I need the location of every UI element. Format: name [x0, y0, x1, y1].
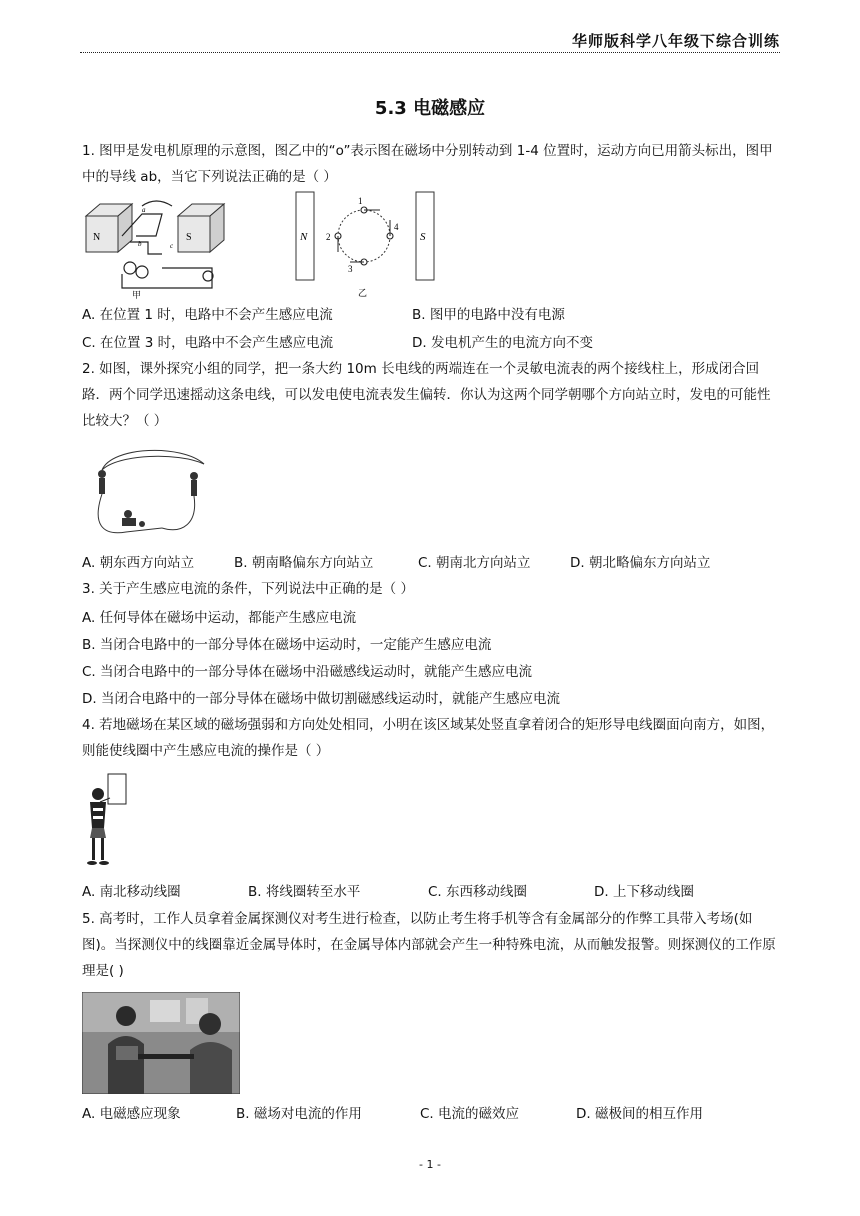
page-header-title: 华师版科学八年级下综合训练	[571, 32, 780, 50]
question-2-option-b[interactable]: B. 朝南略偏东方向站立	[234, 555, 374, 571]
rotation-positions-figure	[292, 190, 442, 302]
question-5-option-c[interactable]: C. 电流的磁效应	[420, 1106, 520, 1122]
question-3-option-d[interactable]: D. 当闭合电路中的一部分导体在磁场中做切割磁感线运动时，就能产生感应电流	[82, 691, 560, 707]
fig1b-pos-4: 4	[394, 222, 399, 232]
question-1-text: 1. 图甲是发电机原理的示意图，图乙中的“o”表示图在磁场中分别转动到 1-4 位置时，运动方向已用箭头标出，图甲中的导线 ab，当它下列说法正确的是（ ）	[82, 143, 773, 185]
question-1-option-d[interactable]: D. 发电机产生的电流方向不变	[412, 335, 593, 351]
fig1b-label-N: N	[300, 231, 308, 243]
question-3-text: 3. 关于产生感应电流的条件，下列说法中正确的是（ ）	[82, 581, 414, 597]
page-number: - 1 -	[419, 1158, 441, 1171]
metal-detector-photo-figure	[82, 992, 240, 1094]
question-3-option-a[interactable]: A. 任何导体在磁场中运动，都能产生感应电流	[82, 610, 357, 626]
fig1b-pos-2: 2	[326, 232, 331, 242]
fig1b-caption: 乙	[358, 289, 368, 299]
fig1a-label-N: N	[93, 232, 101, 243]
question-5-text: 5. 高考时，工作人员拿着金属探测仪对考生进行检查，以防止考生将手机等含有金属部分的作弊工具带入考场(如图)。当探测仪中的线圈靠近金属导体时，在金属导体内部就会产生一种特殊电流，从而触发报警。则探测仪的工作原理是( )	[82, 911, 776, 979]
fig1b-pos-3: 3	[348, 264, 353, 274]
question-3-option-b[interactable]: B. 当闭合电路中的一部分导体在磁场中运动时，一定能产生感应电流	[82, 637, 492, 653]
question-4-option-c[interactable]: C. 东西移动线圈	[428, 884, 528, 900]
question-5-option-d[interactable]: D. 磁极间的相互作用	[576, 1106, 703, 1122]
question-3-option-c[interactable]: C. 当闭合电路中的一部分导体在磁场中沿磁感线运动时，就能产生感应电流	[82, 664, 533, 680]
question-5-option-a[interactable]: A. 电磁感应现象	[82, 1106, 181, 1122]
header-divider	[80, 52, 780, 53]
fig1a-label-S: S	[186, 232, 192, 243]
fig1a-caption: 甲	[132, 291, 142, 300]
question-2-option-c[interactable]: C. 朝南北方向站立	[418, 555, 531, 571]
boy-holding-coil-figure	[82, 772, 132, 872]
fig1b-label-S: S	[420, 231, 426, 243]
fig1b-pos-1: 1	[358, 196, 363, 206]
question-1-option-a[interactable]: A. 在位置 1 时，电路中不会产生感应电流	[82, 307, 333, 323]
fig1a-label-c: c	[170, 242, 174, 250]
question-5-option-b[interactable]: B. 磁场对电流的作用	[236, 1106, 362, 1122]
page-title: 5.3 电磁感应	[374, 98, 486, 119]
generator-diagram-figure	[82, 192, 252, 300]
question-1-option-c[interactable]: C. 在位置 3 时，电路中不会产生感应电流	[82, 335, 334, 351]
question-4-option-b[interactable]: B. 将线圈转至水平	[248, 884, 361, 900]
question-4-option-d[interactable]: D. 上下移动线圈	[594, 884, 694, 900]
question-4-text: 4. 若地磁场在某区域的磁场强弱和方向处处相同，小明在该区域某处竖直拿着闭合的矩形导电线圈面向南方，如图，则能使线圈中产生感应电流的操作是（ ）	[82, 717, 775, 759]
fig1a-label-a: a	[142, 206, 146, 214]
skipping-rope-students-figure	[82, 444, 214, 544]
question-2-option-d[interactable]: D. 朝北略偏东方向站立	[570, 555, 711, 571]
question-4-option-a[interactable]: A. 南北移动线圈	[82, 884, 181, 900]
question-2-option-a[interactable]: A. 朝东西方向站立	[82, 555, 195, 571]
question-1-option-b[interactable]: B. 图甲的电路中没有电源	[412, 307, 565, 323]
fig1a-label-b: b	[138, 240, 142, 248]
question-2-text: 2. 如图，课外探究小组的同学，把一条大约 10m 长电线的两端连在一个灵敏电流表的两个接线柱上，形成闭合回路．两个同学迅速摇动这条电线，可以发电使电流表发生偏转．你认为这两个同学朝哪个方向站立时，发电的可能性比较大？（ ）	[82, 361, 771, 429]
